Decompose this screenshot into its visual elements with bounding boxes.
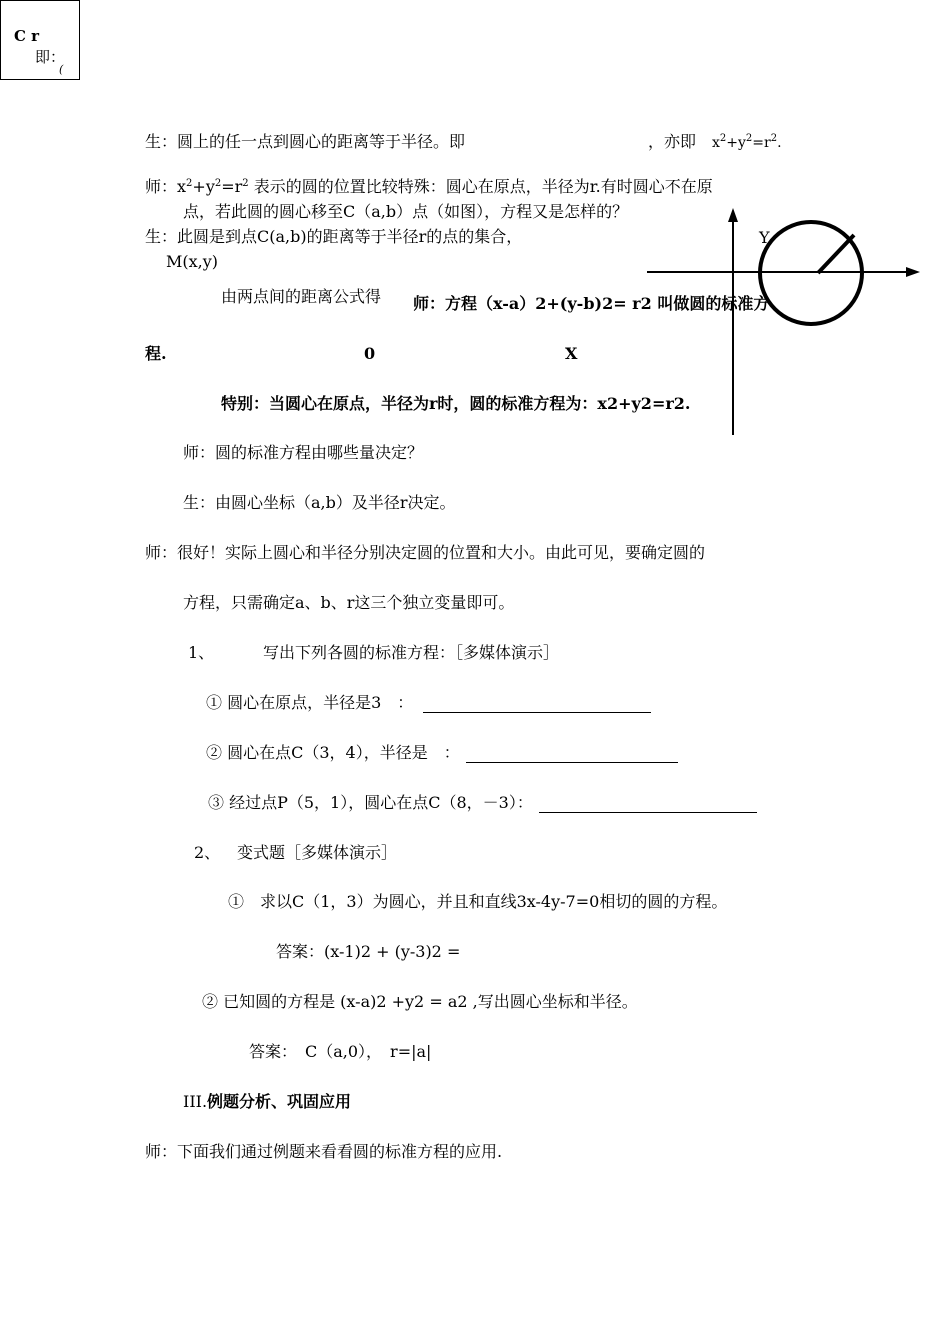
- x-axis-label: X: [565, 344, 578, 363]
- line-1-also: ，亦即: [648, 132, 697, 151]
- x-axis-arrow: [906, 267, 920, 277]
- line-10-text: 师：圆的标准方程由哪些量决定？: [183, 443, 424, 462]
- exercise-1-item-3: ③ 经过点P（5，1），圆心在点C（8，－3）：: [208, 793, 757, 813]
- y-axis-label: Y: [759, 228, 770, 247]
- radius-line: [818, 235, 854, 273]
- y-axis-arrow: [728, 208, 738, 222]
- origin-label: 0: [364, 344, 376, 363]
- exercise-1-heading: 写出下列各圆的标准方程：［多媒体演示］: [263, 643, 560, 662]
- exercise-1-item-1: ① 圆心在原点，半径是3 ：: [206, 693, 651, 713]
- section-3-heading: III.例题分析、巩固应用: [183, 1092, 352, 1111]
- line-12-text: 师：很好！实际上圆心和半径分别决定圆的位置和大小。由此可见，要确定圆的: [145, 543, 706, 562]
- line-3-text: 点，若此圆的圆心移至C（a,b）点（如图），方程又是怎样的？: [183, 202, 629, 221]
- line-2-text: 师：$x^2+y^2=r^2$ 表示的圆的位置比较特殊：圆心在原点，半径为r.有时圆心不在原: [145, 177, 713, 196]
- line-7-text: 师：方程（x-a）2+(y-b)2= r2 叫做圆的标准方: [413, 294, 770, 313]
- corner-ji-text: 即：: [35, 48, 66, 66]
- exercise-2-heading: 变式题［多媒体演示］: [237, 843, 398, 862]
- closing-line: 师：下面我们通过例题来看看圆的标准方程的应用.: [145, 1142, 503, 1161]
- exercise-1-item-2: ② 圆心在点C（3，4），半径是 ：: [206, 743, 678, 763]
- line-4-text: 生：此圆是到点C(a,b)的距离等于半径r的点的集合，: [145, 227, 523, 246]
- exercise-2-item-1: ① 求以C（1，3）为圆心，并且和直线3x-4y-7=0相切的圆的方程。: [228, 892, 728, 911]
- corner-cr-text: C r: [14, 27, 40, 45]
- exercise-2-answer-1: 答案：(x-1)2 + (y-3)2 =: [276, 942, 461, 961]
- exercise-2-item-2: ② 已知圆的方程是 (x-a)2 +y2 = a2 ,写出圆心坐标和半径。: [202, 992, 638, 1011]
- answer-blank-3[interactable]: [539, 812, 757, 813]
- line-6-text: 由两点间的距离公式得: [221, 287, 382, 306]
- answer-blank-1[interactable]: [423, 712, 651, 713]
- answer-blank-2[interactable]: [466, 762, 678, 763]
- special-case-text: 特别：当圆心在原点，半径为r时，圆的标准方程为：x2+y2=r2.: [221, 394, 691, 413]
- line-1-text: 生：圆上的任一点到圆心的距离等于半径。即: [145, 132, 466, 151]
- exercise-1-number: 1、: [188, 643, 215, 662]
- line-1-equation: $x^2+y^2=r^2$.: [712, 133, 782, 151]
- line-11-text: 生：由圆心坐标（a,b）及半径r决定。: [183, 493, 456, 512]
- line-5-text: M(x,y): [166, 252, 219, 271]
- corner-mark: (: [59, 63, 64, 76]
- exercise-2-answer-2: 答案： C（a,0）， r=|a|: [249, 1042, 432, 1061]
- line-8-text: 程.: [145, 344, 167, 363]
- exercise-2-number: 2、: [194, 843, 221, 862]
- line-13-text: 方程，只需确定a、b、r这三个独立变量即可。: [183, 593, 515, 612]
